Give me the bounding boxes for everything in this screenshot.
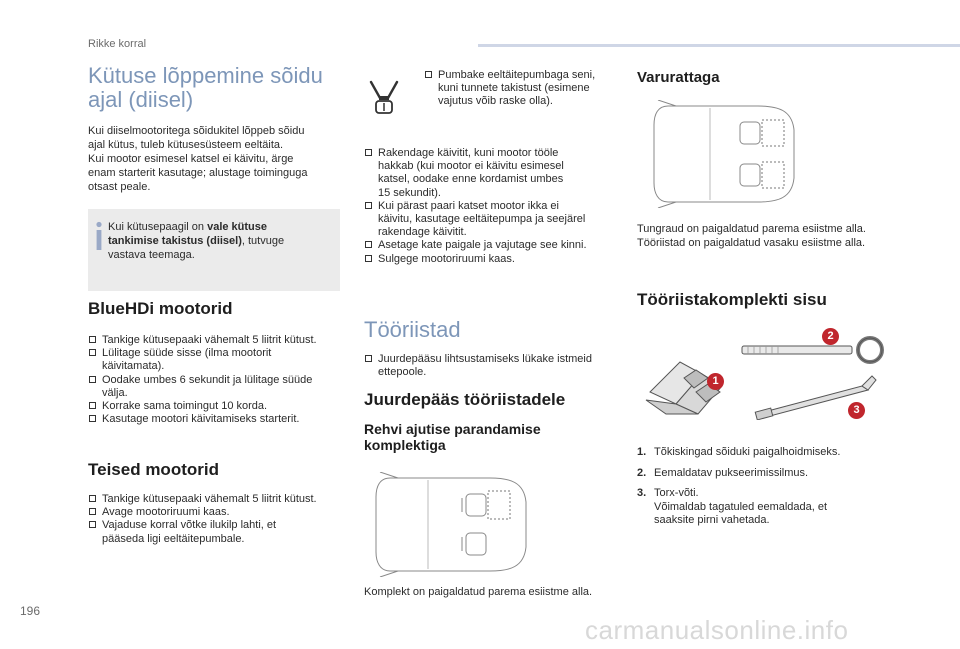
other-engines-heading: Teised mootorid — [88, 460, 219, 479]
list-item: Tankige kütusepaaki vähemalt 5 liitrit kütust. — [88, 334, 348, 347]
list-item: Rakendage käivitit, kuni mootor tööle hakkab (kui mootor ei käivitu esimesel katsel, oodake enne kordamist umbes 15 sekundit). — [364, 147, 619, 200]
fuel-intro — [88, 124, 348, 194]
list-item: Kasutage mootori käivitamiseks starterit. — [88, 413, 348, 426]
kit-heading-line: Rehvi ajutise parandamise — [364, 421, 541, 437]
list-item: Korrake sama toimingut 10 korda. — [88, 400, 348, 413]
title-line: ajal (diisel) — [88, 87, 194, 112]
callout-3: 3 — [848, 402, 865, 419]
info-text: Kui kütusepaagil on vale kütuse tankimise takistus (diisel), tutvuge vastava teemaga. — [108, 221, 285, 261]
list-item: Juurdepääsu lihtsustamiseks lükake istmeid ettepoole. — [364, 353, 619, 379]
list-item: Lülitage süüde sisse (ilma mootorit käivitamata). — [88, 347, 348, 373]
car-topview-kit-illustration — [370, 472, 530, 577]
pump-step — [424, 69, 614, 109]
list-item: Vajaduse korral võtke ilukilp lahti, et pääseda ligi eeltäitepumbale. — [88, 519, 348, 545]
kit-contents-heading: Tööriistakomplekti sisu — [637, 290, 827, 309]
intro-line: otsast peale. — [88, 181, 151, 193]
spare-caption: Tööriistad on paigaldatud vasaku esiistme alla. — [637, 237, 866, 249]
section-label: Rikke korral — [88, 38, 147, 50]
fuel-section-title — [88, 64, 348, 112]
list-item: Avage mootoriruumi kaas. — [88, 506, 348, 519]
list-item: Sulgege mootoriruumi kaas. — [364, 253, 619, 266]
intro-line: enam starterit kasutage; alustage toiminguga — [88, 167, 308, 179]
list-item: Kui pärast paari katset mootor ikka ei käivitu, kasutage eeltäitepumpa ja seejärel rakendage käivitit. — [364, 200, 619, 240]
callout-1: 1 — [707, 373, 724, 390]
info-icon — [94, 221, 104, 251]
intro-line: Kui diiselmootoritega sõidukitel lõppeb sõidu — [88, 125, 305, 137]
kit-caption: Komplekt on paigaldatud parema esiistme alla. — [364, 586, 593, 598]
spare-caption: Tungraud on paigaldatud parema esiistme alla. — [637, 223, 866, 235]
hand-pump-icon — [364, 76, 404, 116]
list-item: Pumbake eeltäitepumbaga seni, kuni tunnete takistust (esimene vajutus võib raske olla). — [424, 69, 614, 109]
list-item: 2. Eemaldatav pukseerimissilmus. — [637, 466, 809, 479]
info-box — [88, 209, 340, 291]
page-number: 196 — [20, 604, 41, 618]
access-heading: Juurdepääs tööriistadele — [364, 390, 566, 409]
list-item: Tankige kütusepaaki vähemalt 5 liitrit kütust. — [88, 493, 348, 506]
intro-line: Kui mootor esimesel katsel ei käivitu, ärge — [88, 153, 294, 165]
spare-wheel-heading: Varurattaga — [637, 69, 720, 86]
title-line: Kütuse lõppemine sõidu — [88, 63, 323, 88]
header-bar — [478, 44, 960, 47]
list-item: 1. Tõkiskingad sõiduki paigalhoidmiseks. — [637, 446, 841, 458]
list-item: 3. Torx-võti. Võimaldab tagatuled eemaldada, et saaksite pirni vahetada. — [637, 487, 828, 526]
bluehdi-heading: BlueHDi mootorid — [88, 299, 233, 318]
spare-captions — [637, 222, 866, 250]
tools-heading: Tööriistad — [364, 317, 461, 342]
callout-2: 2 — [822, 328, 839, 345]
watermark: carmanualsonline.info — [585, 615, 849, 645]
start-steps — [364, 147, 619, 266]
tools-step — [364, 353, 619, 379]
other-engines-steps — [88, 493, 348, 546]
list-item: Oodake umbes 6 sekundit ja lülitage süüde välja. — [88, 374, 348, 400]
bluehdi-steps — [88, 334, 348, 426]
car-topview-spare-illustration — [648, 100, 798, 208]
kit-contents-list — [637, 446, 897, 535]
list-item: Asetage kate paigale ja vajutage see kinni. — [364, 239, 619, 252]
kit-heading — [364, 421, 541, 453]
kit-heading-line: komplektiga — [364, 437, 446, 453]
intro-line: ajal kütus, tuleb kütusesüsteem eeltäita. — [88, 139, 284, 151]
